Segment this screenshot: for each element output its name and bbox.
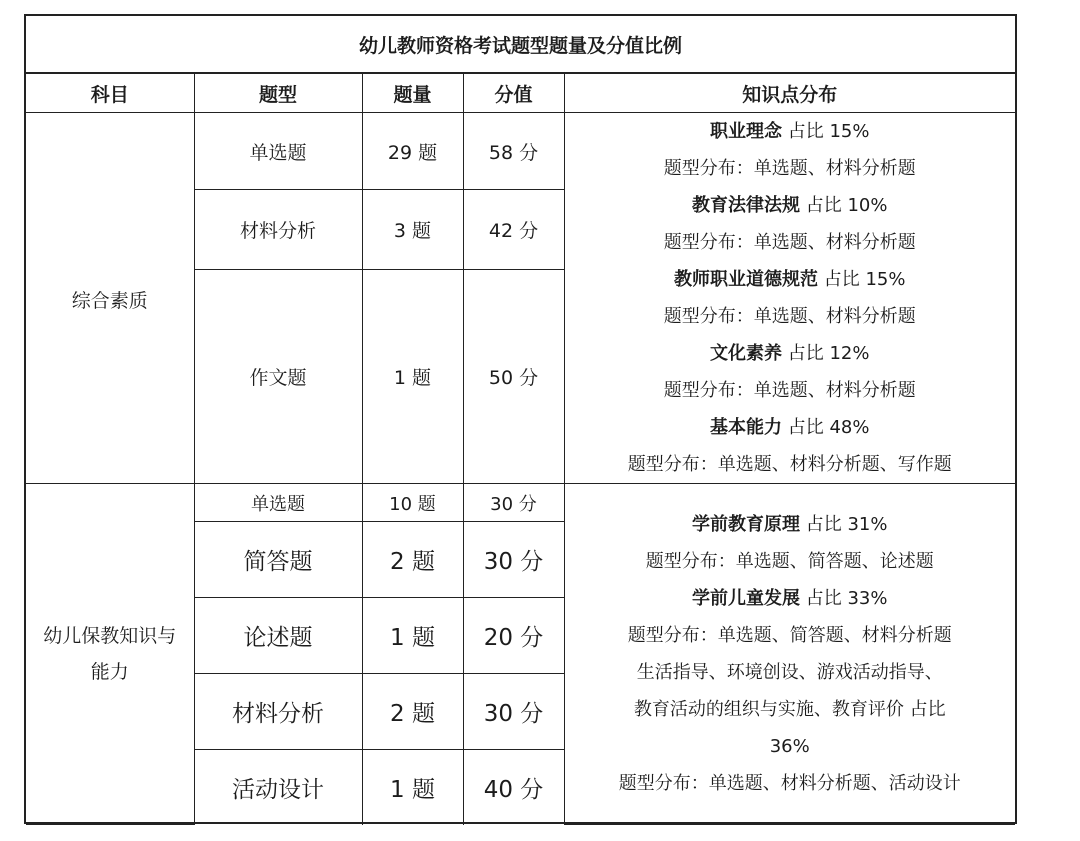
table-title: 幼儿教师资格考试题型题量及分值比例	[26, 16, 1015, 74]
type-cell: 作文题	[194, 270, 362, 484]
knowledge-dist: 题型分布：单选题、材料分析题、活动设计	[618, 773, 961, 794]
header-score: 分值	[463, 74, 564, 113]
exam-table-container	[24, 14, 1017, 824]
header-row	[26, 74, 1015, 113]
knowledge-dist: 题型分布：单选题、材料分析题	[663, 232, 916, 253]
knowledge-dist: 题型分布：单选题、材料分析题	[663, 380, 916, 401]
type-cell: 活动设计	[194, 750, 362, 825]
table-row	[26, 484, 1015, 522]
knowledge-text: 生活指导、环境创设、游戏活动指导、	[636, 662, 943, 683]
knowledge-dist: 题型分布：单选题、材料分析题、写作题	[627, 454, 952, 475]
knowledge-item: 教师职业道德规范 占比 15%	[674, 269, 906, 290]
type-cell: 单选题	[194, 484, 362, 522]
knowledge-item: 学前儿童发展 占比 33%	[692, 588, 888, 609]
score-cell: 40 分	[463, 750, 564, 825]
knowledge-dist: 题型分布：单选题、材料分析题	[663, 306, 916, 327]
count-cell: 29 题	[362, 113, 463, 190]
knowledge-text: 教育活动的组织与实施、教育评价 占比	[633, 699, 946, 720]
score-cell: 58 分	[463, 113, 564, 190]
score-cell: 30 分	[463, 674, 564, 750]
type-cell: 单选题	[194, 113, 362, 190]
count-cell: 2 题	[362, 522, 463, 598]
knowledge-item: 文化素养 占比 12%	[710, 343, 870, 364]
knowledge-item: 教育法律法规 占比 10%	[692, 195, 888, 216]
header-type: 题型	[194, 74, 362, 113]
score-cell: 30 分	[463, 522, 564, 598]
count-cell: 2 题	[362, 674, 463, 750]
knowledge-cell	[564, 113, 1015, 484]
score-cell: 42 分	[463, 190, 564, 270]
count-cell: 10 题	[362, 484, 463, 522]
header-count: 题量	[362, 74, 463, 113]
count-cell: 3 题	[362, 190, 463, 270]
subject-cell: 综合素质	[26, 113, 194, 484]
count-cell: 1 题	[362, 750, 463, 825]
score-cell: 50 分	[463, 270, 564, 484]
score-cell: 30 分	[463, 484, 564, 522]
count-cell: 1 题	[362, 270, 463, 484]
exam-table	[26, 74, 1015, 825]
knowledge-dist: 题型分布：单选题、材料分析题	[663, 158, 916, 179]
table-row	[26, 113, 1015, 190]
type-cell: 简答题	[194, 522, 362, 598]
count-cell: 1 题	[362, 598, 463, 674]
knowledge-text: 36%	[769, 736, 810, 757]
type-cell: 论述题	[194, 598, 362, 674]
knowledge-item: 学前教育原理 占比 31%	[692, 514, 888, 535]
header-knowledge: 知识点分布	[564, 74, 1015, 113]
knowledge-item: 职业理念 占比 15%	[710, 121, 870, 142]
knowledge-dist: 题型分布：单选题、简答题、材料分析题	[627, 625, 952, 646]
subject-cell: 幼儿保教知识与 能力	[26, 484, 194, 825]
type-cell: 材料分析	[194, 190, 362, 270]
score-cell: 20 分	[463, 598, 564, 674]
type-cell: 材料分析	[194, 674, 362, 750]
knowledge-dist: 题型分布：单选题、简答题、论述题	[645, 551, 934, 572]
knowledge-item: 基本能力 占比 48%	[710, 417, 870, 438]
header-subject: 科目	[26, 74, 194, 113]
knowledge-cell	[564, 484, 1015, 825]
